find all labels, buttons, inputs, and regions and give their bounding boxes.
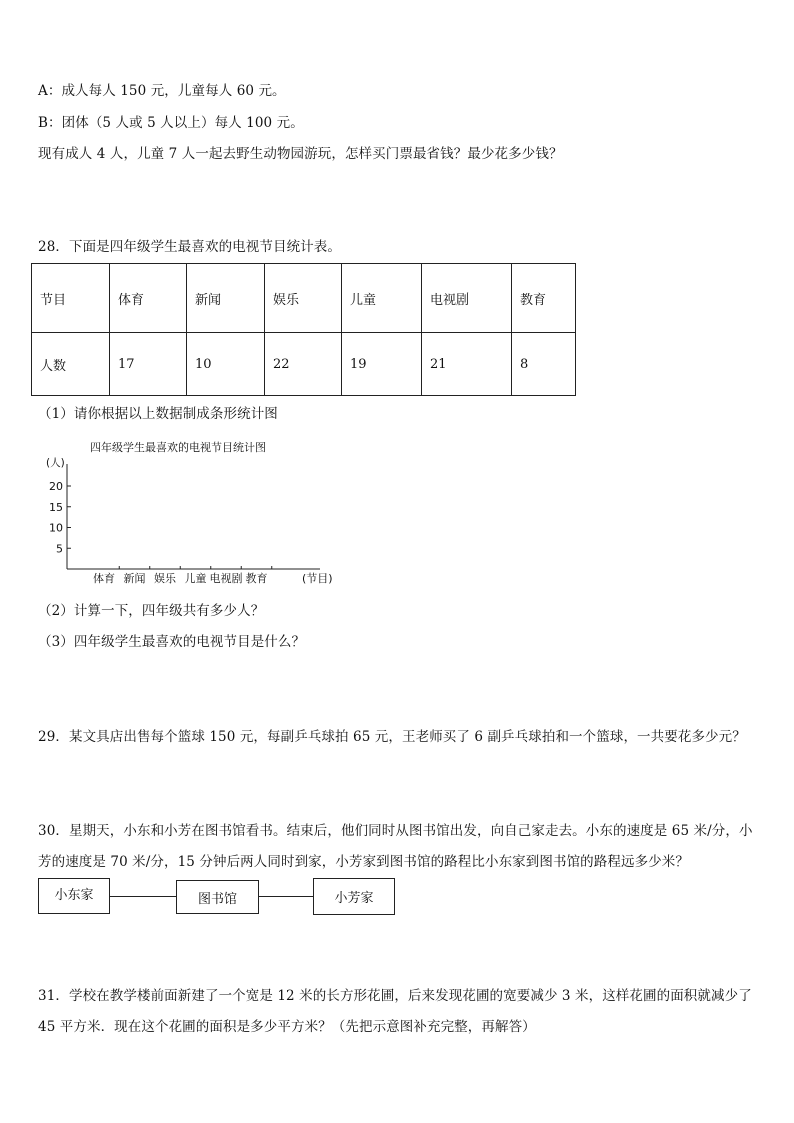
table-cell: 22 [265,333,342,396]
intro-question: 现有成人 4 人，儿童 7 人一起去野生动物园游玩，怎样买门票最省钱？最少花多少钱？ [38,146,563,162]
xiaodong-home-label: 小东家 [54,888,94,903]
y-axis-label: (人) [46,457,65,469]
q31-line2: 45 平方米．现在这个花圃的面积是多少平方米？（先把示意图补充完整，再解答） [38,1019,536,1035]
table-header-row [32,264,576,333]
table-cell: 17 [110,333,187,396]
x-tick-label: 儿童 [184,572,207,585]
y-tick-label: 20 [49,480,63,493]
y-tick-label: 5 [56,542,63,556]
option-b-text: B：团体（5 人或 5 人以上）每人 100 元。 [38,115,304,131]
connector-right [259,896,313,897]
q28-sub2: （2）计算一下，四年级共有多少人？ [38,603,265,619]
table-cell: 8 [512,333,576,396]
x-tick-label: 娱乐 [154,572,176,585]
y-tick-label: 15 [49,500,63,514]
x-tick-label: 电视剧 [209,572,243,585]
library-box [176,880,259,914]
table-cell: 娱乐 [265,264,342,333]
table-cell: 儿童 [342,264,422,333]
table-row [32,333,576,396]
xiaofang-home-label: 小芳家 [334,891,374,906]
x-axis-label: (节目) [302,572,333,585]
q28-sub3: （3）四年级学生最喜欢的电视节目是什么？ [38,634,306,650]
q30-line1: 30．星期天，小东和小芳在图书馆看书。结束后，他们同时从图书馆出发，向自己家走去。小东的速度是 65 米/分，小 [38,823,753,839]
xiaodong-home-box [38,878,110,914]
option-a-text: A：成人每人 150 元，儿童每人 60 元。 [38,83,286,99]
x-tick-label: 新闻 [123,572,146,585]
table-cell: 电视剧 [422,264,512,333]
library-label: 图书馆 [197,891,237,907]
table-cell: 19 [342,333,422,396]
q28-sub1: （1）请你根据以上数据制成条形统计图 [38,406,278,422]
chart-title: 四年级学生最喜欢的电视节目统计图 [90,441,266,454]
table-cell: 体育 [110,264,187,333]
q29-text: 29．某文具店出售每个篮球 150 元，每副乒乓球拍 65 元，王老师买了 6 副乒乓球拍和一个篮球，一共要花多少元？ [38,729,746,745]
tv-program-table [31,263,576,396]
table-cell: 21 [422,333,512,396]
x-tick-label: 体育 [93,572,115,585]
q31-line1: 31．学校在教学楼前面新建了一个宽是 12 米的长方形花圃，后来发现花圃的宽要减少 3 米，这样花圃的面积就减少了 [38,988,752,1004]
q30-line2: 芳的速度是 70 米/分，15 分钟后两人同时到家，小芳家到图书馆的路程比小东家到图书馆的路程远多少米？ [38,854,689,870]
table-cell: 人数 [32,333,110,396]
connector-left [110,896,176,897]
table-cell: 新闻 [187,264,265,333]
bar-chart [36,434,336,589]
y-ticks [49,480,71,555]
x-tick-label: 教育 [245,572,268,585]
table-cell: 10 [187,333,265,396]
xiaofang-home-box [313,878,395,915]
table-cell: 节目 [32,264,110,333]
q28-stem: 28．下面是四年级学生最喜欢的电视节目统计表。 [38,239,341,255]
y-tick-label: 10 [49,521,63,535]
table-cell: 教育 [512,264,576,333]
